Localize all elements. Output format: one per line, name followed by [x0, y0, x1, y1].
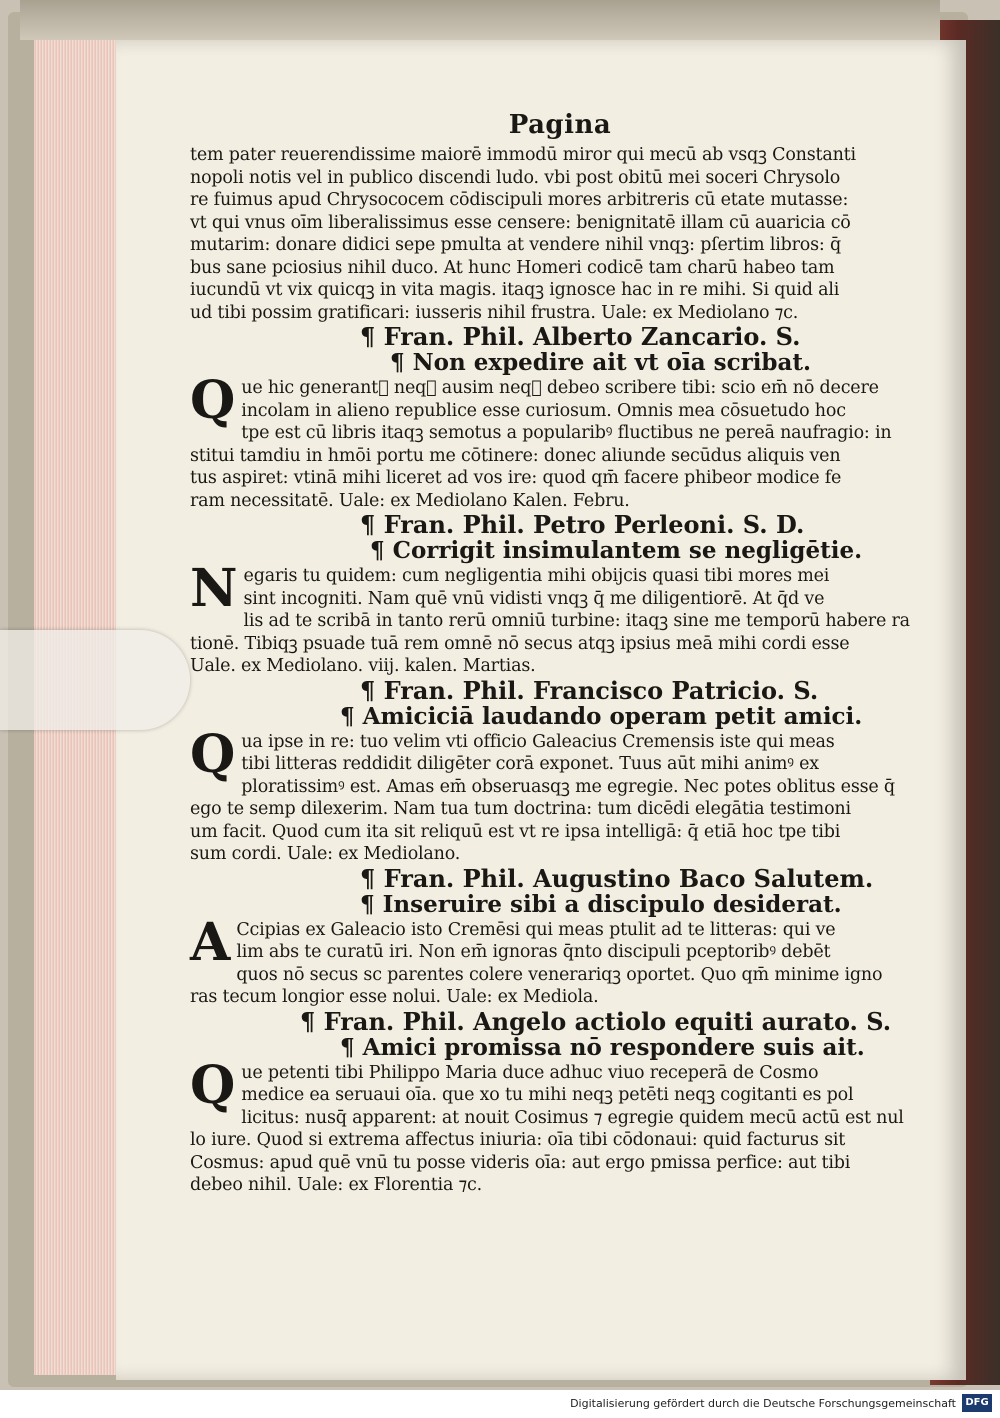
- footer-bar: [0, 1390, 1000, 1418]
- intro-paragraph: [190, 144, 930, 324]
- text-line: stitui tamdiu in hmōi portu me cōtinere: donec aliunde secūdus aliquis ven: [190, 445, 841, 466]
- text-line: medice ea seruaui oīa. que xo tu mihi neqꝫ petēti neqꝫ cogitanti es pol: [241, 1085, 854, 1105]
- text-line: ud tibi possim gratificari: iusseris nihil frustra. Uale: ex Mediolano ⁊c.: [190, 302, 799, 323]
- text-line: ploratissimꝰ est. Amas em̄ obseruasqꝫ me egregie. Nec potes oblitus esse q̄: [241, 776, 895, 797]
- letter: [190, 324, 930, 512]
- letter-subject: ¶ Non expedire ait vt oīa scribat.: [390, 349, 812, 376]
- text-line: sum cordi. Uale: ex Mediolano.: [190, 844, 461, 864]
- text-line: lim abs te curatū iri. Non em̄ ignoras q̄nto discipuli pceptoribꝰ debēt: [236, 942, 831, 962]
- text-line: debeo nihil. Uale: ex Florentia ⁊c.: [190, 1175, 483, 1195]
- letter-heading: ¶ Fran. Phil. Petro Perleoni. S. D.: [360, 510, 805, 539]
- letter-subject: ¶ Amici promissa nō respondere suis ait.: [340, 1033, 865, 1061]
- text-line: sint incogniti. Nam quē vnū vidisti vnqꝫ q̄ me diligentiorē. At q̄d ve: [243, 588, 825, 609]
- letter-heading: ¶ Fran. Phil. Alberto Zancario. S.: [360, 322, 801, 351]
- text-line: tus aspiret: vtinā mihi liceret ad vos ire: quod qm̄ facere phibeor modice fe: [190, 468, 842, 488]
- text-line: ras tecum longior esse nolui. Uale: ex Mediola.: [190, 987, 599, 1007]
- letter-heading: ¶ Fran. Phil. Francisco Patricio. S.: [360, 675, 819, 705]
- text-line: tem pater reuerendissime maiorē immodū miror qui mecū ab vsqꝫ Constanti: [190, 145, 856, 165]
- text-line: ue hic generantᷣ neqꝫ ausim neqꝫ debeo scribere tibi: scio em̄ nō decere: [241, 378, 879, 398]
- letter-body: [190, 370, 930, 512]
- letter: [190, 675, 930, 866]
- text-line: quos nō secus sc parentes colere venerariqꝫ oportet. Quo qm̄ minime igno: [236, 964, 883, 985]
- letter-subject: ¶ Inseruire sibi a discipulo desiderat.: [360, 890, 842, 918]
- drop-cap: Q: [190, 1054, 236, 1116]
- text-line: vt qui vnus oīm liberalissimus esse censere: benignitatē illam cū auaricia cō: [190, 212, 851, 233]
- text-line: tibi litteras reddidit diligēter corā exponet. Tuus aūt mihi animꝰ ex: [241, 754, 819, 774]
- text-line: um facit. Quod cum ita sit reliquū est vt re ipsa intelligā: q̄ etiā hoc tpe tibi: [190, 821, 841, 842]
- text-line: ua ipse in re: tuo velim vti officio Galeacius Cremensis iste qui meas: [241, 731, 835, 752]
- drop-cap: N: [190, 558, 238, 619]
- drop-cap: Q: [190, 723, 236, 785]
- page-header: Pagina: [508, 110, 612, 140]
- letter: [190, 863, 930, 1009]
- text-line: mutarim: donare didici sepe pmulta at vendere nihil vnqꝫ: pſertim libros: q̄: [190, 235, 841, 255]
- drop-cap: A: [190, 911, 231, 973]
- dfg-logo: DFG: [962, 1394, 992, 1412]
- letter-subject: ¶ Amiciciā laudando operam petit amici.: [340, 702, 863, 730]
- letter-body: [190, 723, 930, 866]
- text-line: Ccipias ex Galeacio isto Cremēsi qui meas ptulit ad te litteras: qui ve: [236, 919, 836, 940]
- letter-heading: ¶ Fran. Phil. Augustino Baco Salutem.: [360, 863, 874, 893]
- text-line: ram necessitatē. Uale: ex Mediolano Kalen. Febru.: [190, 490, 630, 511]
- drop-cap: Q: [190, 370, 236, 431]
- letter: [190, 512, 930, 678]
- letter-subject: ¶ Corrigit insimulantem se negligētie.: [370, 537, 863, 564]
- letter-body: [190, 1054, 930, 1197]
- page-text: [190, 110, 930, 1197]
- text-line: ue petenti tibi Philippo Maria duce adhuc viuo receperā de Cosmo: [241, 1062, 819, 1083]
- letter-heading: ¶ Fran. Phil. Angelo actiolo equiti aurato. S.: [300, 1006, 892, 1036]
- letter: [190, 1006, 930, 1197]
- text-line: lo iure. Quod si extrema affectus iniuria: oīa tibi cōdonaui: quid facturus sit: [190, 1130, 846, 1150]
- letter-body: [190, 911, 930, 1009]
- text-line: Cosmus: apud quē vnū tu posse videris oīa: aut ergo pmissa perfice: aut tibi: [190, 1152, 851, 1173]
- text-line: re fuimus apud Chrysococem cōdiscipuli mores arbitreris cū etate mutasse:: [190, 190, 849, 210]
- bookmark-slip: [0, 630, 190, 730]
- text-line: tionē. Tibiqꝫ psuade tuā rem omnē nō secus atqꝫ ipsius meā mihi cordi esse: [190, 633, 850, 654]
- text-line: ego te semp dilexerim. Nam tua tum doctrina: tum dicēdi elegātia testimoni: [190, 799, 851, 819]
- text-line: tpe est cū libris itaqꝫ semotus a popularibꝰ fluctibus ne pereā naufragio: in: [241, 423, 892, 443]
- text-line: incolam in alieno republice esse curiosum. Omnis mea cōsuetudo hoc: [241, 400, 846, 421]
- text-line: egaris tu quidem: cum negligentia mihi obijcis quasi tibi mores mei: [243, 566, 830, 586]
- text-line: Uale. ex Mediolano. viij. kalen. Martias.: [190, 656, 536, 676]
- funding-credit: Digitalisierung gefördert durch die Deutsche Forschungsgemeinschaft: [570, 1397, 956, 1410]
- letter-body: [190, 558, 930, 678]
- text-line: bus sane pciosius nihil duco. At hunc Homeri codicē tam charū habeo tam: [190, 257, 835, 278]
- text-line: iucundū vt vix quicqꝫ in vita magis. itaqꝫ ignosce hac in re mihi. Si quid ali: [190, 280, 840, 300]
- text-line: licitus: nusq̄ apparent: at nouit Cosimus ⁊ egregie quidem mecū actū est nul: [241, 1107, 904, 1128]
- text-line: nopoli notis vel in publico discendi ludo. vbi post obitū mei soceri Chrysolo: [190, 167, 841, 188]
- book-top-edge: [20, 0, 940, 40]
- text-line: lis ad te scribā in tanto rerū omniū turbine: itaqꝫ sine me temporū habere ra: [243, 611, 910, 631]
